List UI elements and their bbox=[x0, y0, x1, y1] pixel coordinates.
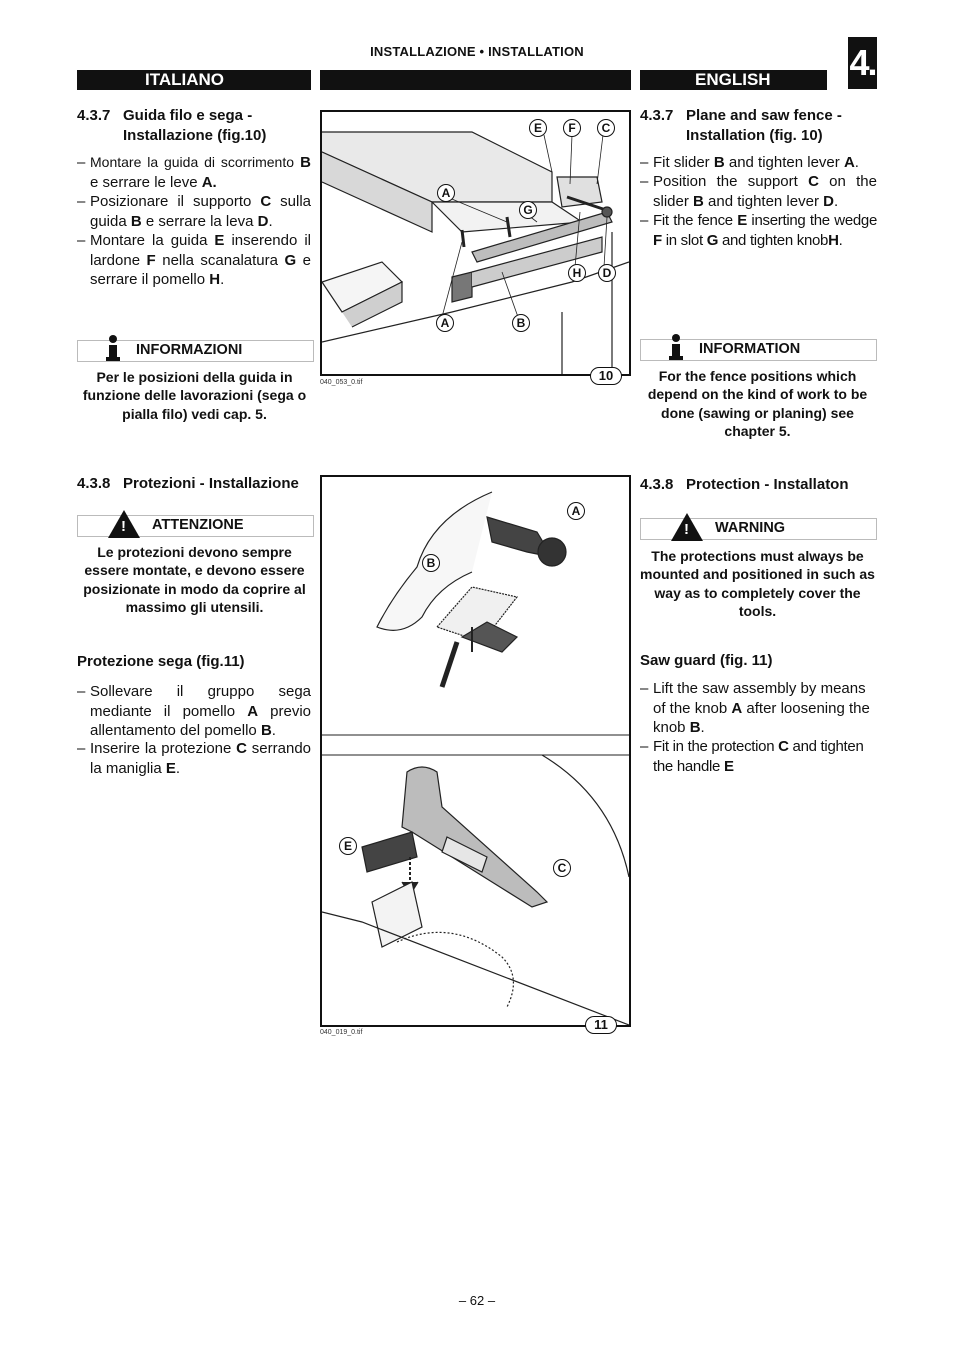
it-437-item-2: – Posizionare il supporto C sulla guida B e serrare la leva D. bbox=[77, 193, 311, 230]
fig10-label-D: D bbox=[598, 264, 616, 282]
en-saw-item-2: – Fit in the protection C and tighten the handle E bbox=[640, 738, 864, 775]
fig11-label-B: B bbox=[422, 554, 440, 572]
info-icon bbox=[671, 334, 681, 362]
section-title-line2: Installation (fig. 10) bbox=[686, 127, 823, 144]
it-saw-item-1: – Sollevare il gruppo sega mediante il pomello A previo allentamento del pomello B. bbox=[77, 683, 311, 739]
it-info-label: INFORMAZIONI bbox=[136, 342, 243, 358]
it-saw-title: Protezione sega (fig.11) bbox=[77, 653, 245, 670]
it-warning-text: Le protezioni devono sempre essere montate, e devono essere posizionate in modo da coprire al massimo gli utensili. bbox=[83, 544, 306, 615]
page-number: – 62 – bbox=[458, 1293, 496, 1308]
fig10-label-H: H bbox=[568, 264, 586, 282]
figure-11-code: 040_019_0.tif bbox=[320, 1029, 363, 1036]
band-italian-label: ITALIANO bbox=[145, 70, 225, 89]
figure-11-drawing bbox=[322, 477, 629, 1025]
fig10-label-A-bottom: A bbox=[436, 314, 454, 332]
fig10-label-A-top: A bbox=[437, 184, 455, 202]
section-title-line1: Guida filo e sega - bbox=[123, 107, 253, 124]
band-english-label: ENGLISH bbox=[695, 70, 771, 89]
section-title-line1: Plane and saw fence - bbox=[686, 107, 842, 124]
chapter-tab: 4. bbox=[848, 37, 877, 89]
it-section-437 bbox=[77, 106, 311, 146]
section-number: 4.3.8 bbox=[77, 475, 111, 492]
fig11-label-C: C bbox=[553, 859, 571, 877]
page-header-title: INSTALLAZIONE • INSTALLATION bbox=[370, 44, 584, 59]
en-saw-item-1: – Lift the saw assembly by means of the knob A after loosening the knob B. bbox=[640, 680, 870, 736]
warning-icon bbox=[108, 510, 140, 538]
figure-11 bbox=[320, 475, 631, 1027]
it-saw-item-2: – Inserire la protezione C serrando la maniglia E. bbox=[77, 740, 312, 777]
figure-10-number: 10 bbox=[590, 367, 622, 385]
en-warning-text: The protections must always be mounted and positioned in such as way as to completely cover the tools. bbox=[640, 548, 875, 619]
fig10-label-E: E bbox=[529, 119, 547, 137]
it-info-text: Per le posizioni della guida in funzione delle lavorazioni (sega o pialla filo) vedi cap. 5. bbox=[82, 369, 307, 422]
fig10-label-F: F bbox=[563, 119, 581, 137]
band-center bbox=[320, 70, 631, 90]
en-437-item-1: – Fit slider B and tighten lever A. bbox=[640, 154, 859, 171]
fig11-label-E: E bbox=[339, 837, 357, 855]
band-italian bbox=[77, 70, 311, 90]
en-warning-box bbox=[640, 518, 877, 540]
section-number: 4.3.8 bbox=[640, 476, 674, 493]
en-section-438-title bbox=[640, 475, 877, 495]
en-437-item-3: – Fit the fence E inserting the wedge F in slot G and tighten knobH. bbox=[640, 212, 877, 249]
it-info-box bbox=[77, 340, 314, 362]
en-info-box bbox=[640, 339, 877, 361]
it-section-438-title bbox=[77, 474, 317, 494]
fig10-label-G: G bbox=[519, 201, 537, 219]
band-english bbox=[640, 70, 827, 90]
it-warning-box bbox=[77, 515, 314, 537]
en-saw-title: Saw guard (fig. 11) bbox=[640, 652, 773, 669]
figure-11-number: 11 bbox=[585, 1016, 617, 1034]
en-warning-label: WARNING bbox=[715, 520, 786, 536]
en-info-text: For the fence positions which depend on the kind of work to be done (sawing or planing) see chapter 5. bbox=[647, 368, 868, 439]
section-title: Protezioni - Installazione bbox=[123, 475, 299, 492]
it-warning-label: ATTENZIONE bbox=[152, 517, 244, 533]
en-section-437-title bbox=[640, 106, 877, 146]
section-number: 4.3.7 bbox=[640, 107, 674, 124]
warning-icon bbox=[671, 513, 703, 541]
info-icon bbox=[108, 335, 118, 363]
fig10-label-B: B bbox=[512, 314, 530, 332]
figure-10 bbox=[320, 110, 631, 376]
figure-10-code: 040_053_0.tif bbox=[320, 379, 363, 386]
en-info-label: INFORMATION bbox=[699, 341, 801, 357]
it-437-item-3: – Montare la guida E inserendo il lardone F nella scanalatura G e serrare il pomello H. bbox=[77, 232, 311, 288]
figure-10-drawing bbox=[322, 112, 629, 374]
section-title: Protection - Installaton bbox=[686, 476, 849, 493]
it-section-437-title bbox=[77, 106, 311, 146]
fig10-label-C: C bbox=[597, 119, 615, 137]
fig11-label-A: A bbox=[567, 502, 585, 520]
it-437-item-1: – Montare la guida di scorrimento B e serrare le leve A. bbox=[77, 154, 311, 191]
en-section-437 bbox=[640, 106, 877, 146]
section-number: 4.3.7 bbox=[77, 107, 111, 124]
en-437-item-2: – Position the support C on the slider B and tighten lever D. bbox=[640, 173, 877, 210]
section-title-line2: Installazione (fig.10) bbox=[123, 127, 267, 144]
